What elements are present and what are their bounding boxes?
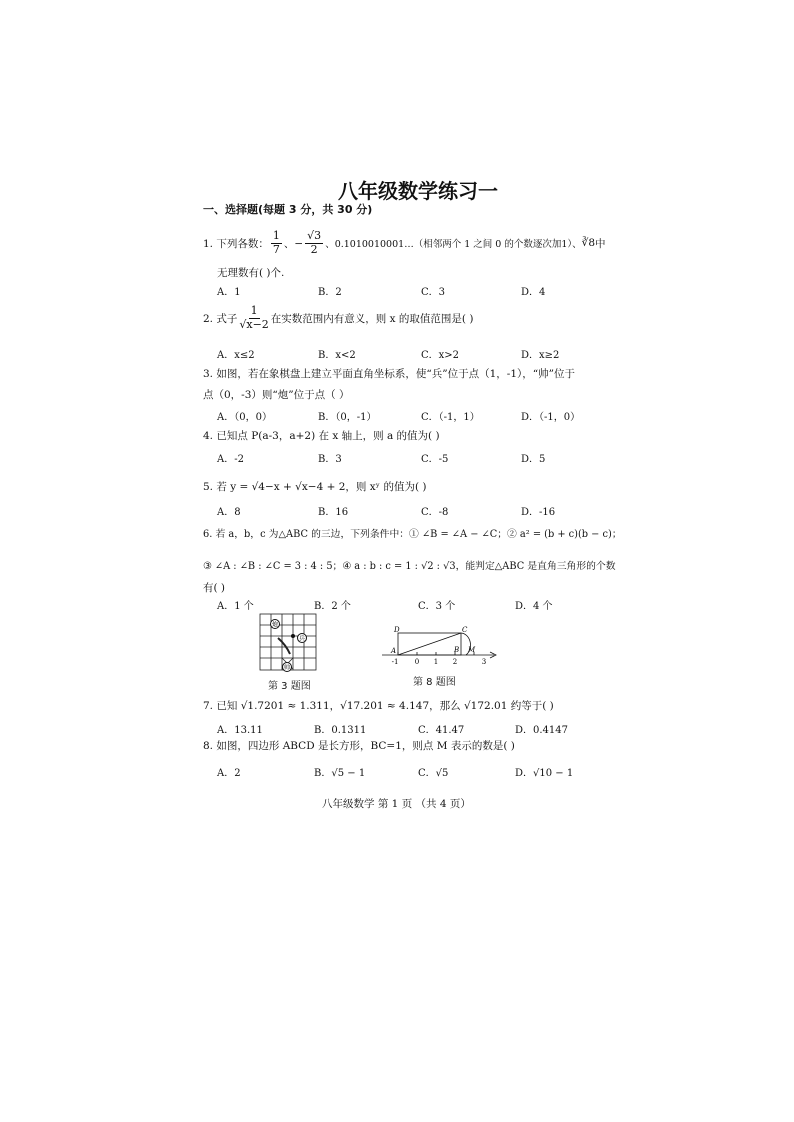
q2-option-b: B．x<2 <box>318 350 356 361</box>
q5-line1: 5. 若 y = √4−x + √x−4 + 2，则 xʸ 的值为( ) <box>203 481 427 493</box>
q3-line1: 3. 如图，若在象棋盘上建立平面直角坐标系，使“兵”位于点（1，-1），“帅”位于 <box>203 368 575 380</box>
q2-option-c: C．x>2 <box>421 350 460 361</box>
q6-line2: ③ ∠A : ∠B : ∠C = 3 : 4 : 5；④ a : b : c = 1 : √2 : √3，能判定△ABC 是直角三角形的个数 <box>203 561 616 572</box>
figure-3-chessboard <box>258 612 318 674</box>
bing-piece-label: 兵 <box>298 635 306 643</box>
label-B: B <box>454 646 460 654</box>
q4-option-c: C．-5 <box>421 454 449 465</box>
q6-option-d: D．4 个 <box>515 601 553 612</box>
q5-option-c: C．-8 <box>421 507 449 518</box>
section-heading: 一、选择题(每题 3 分，共 30 分) <box>203 203 373 216</box>
q8-option-b: B．√5 − 1 <box>314 768 366 779</box>
q3-option-d: D．（-1，0） <box>521 412 581 423</box>
q1-fraction-2 <box>305 230 323 256</box>
tick-neg1: -1 <box>391 658 399 666</box>
q4-line1: 4. 已知点 P(a-3，a+2) 在 x 轴上，则 a 的值为( ) <box>203 430 440 442</box>
label-A: A <box>391 647 397 655</box>
q6-option-b: B．2 个 <box>314 601 351 612</box>
q4-option-d: D．5 <box>521 454 546 465</box>
pao-piece-label: 炮 <box>271 621 279 629</box>
q3-option-b: B．（0，-1） <box>318 412 377 423</box>
q2-fraction <box>239 305 268 331</box>
q3-option-a: A．（0，0） <box>217 412 272 423</box>
q1-sep: 、− <box>283 237 304 250</box>
q7-option-a: A．13.11 <box>217 725 263 736</box>
q4-option-b: B．3 <box>318 454 342 465</box>
figure-3-caption: 第 3 题图 <box>268 681 311 692</box>
q1-frac1-den: 7 <box>272 242 280 256</box>
q3-line2: 点（0，-3）则“炮”位于点（ ） <box>203 389 350 401</box>
label-D: D <box>394 626 400 634</box>
label-C: C <box>462 626 468 634</box>
q1-mid: 、0.1010010001…（相邻两个 1 之间 0 的个数逐次加1）、 <box>325 239 582 251</box>
q6-line1: 6. 若 a，b，c 为△ABC 的三边，下列条件中：① ∠B = ∠A − ∠C；② a² = (b + c)(b − c)； <box>203 529 622 540</box>
q1-option-b: B．2 <box>318 287 342 298</box>
tick-1: 1 <box>433 658 439 666</box>
q2-prefix: 2. 式子 <box>203 312 238 325</box>
q6-option-c: C．3 个 <box>418 601 456 612</box>
shuai-piece-label: 帅 <box>283 664 291 672</box>
q7-option-b: B．0.1311 <box>314 725 367 736</box>
q1-option-c: C．3 <box>421 287 446 298</box>
page-footer: 八年级数学 第 1 页 （共 4 页） <box>322 798 471 810</box>
label-M: M <box>468 646 476 654</box>
q2-option-d: D．x≥2 <box>521 350 560 361</box>
q4-option-a: A．-2 <box>217 454 244 465</box>
q8-option-d: D．√10 − 1 <box>515 768 574 779</box>
q2-frac-den: √x−2 <box>239 317 269 331</box>
question-1 <box>203 230 606 256</box>
tick-3: 3 <box>481 658 487 666</box>
figure-8-diagram <box>380 622 500 668</box>
q1-cbrt: ∛8 <box>581 237 596 250</box>
q1-option-d: D．4 <box>521 287 546 298</box>
page-title: 八年级数学练习一 <box>338 179 498 203</box>
q1-prefix: 1. 下列各数： <box>203 237 269 250</box>
q2-suffix: 在实数范围内有意义，则 x 的取值范围是( ) <box>270 312 474 325</box>
q1-fraction-1 <box>271 230 282 256</box>
q3-option-c: C．（-1，1） <box>421 412 480 423</box>
q1-option-a: A．1 <box>217 287 241 298</box>
q1-frac1-num: 1 <box>272 229 280 242</box>
q2-option-a: A．x≤2 <box>217 350 255 361</box>
q5-option-a: A．8 <box>217 507 241 518</box>
q7-option-d: D．0.4147 <box>515 725 569 736</box>
q2-frac-num: 1 <box>250 304 258 317</box>
q7-line1: 7. 已知 √1.7201 ≈ 1.311，√17.201 ≈ 4.147，那么 √172.01 约等于( ) <box>203 700 554 712</box>
q1-line2: 无理数有( )个. <box>217 267 285 279</box>
q1-frac2-den: 2 <box>310 242 318 256</box>
q1-suffix: 中 <box>595 237 606 250</box>
tick-0: 0 <box>414 658 420 666</box>
q8-option-c: C．√5 <box>418 768 449 779</box>
q1-frac2-num: √3 <box>307 229 322 242</box>
figure-8-caption: 第 8 题图 <box>413 677 456 688</box>
q6-line3: 有( ) <box>203 582 226 594</box>
q8-line1: 8. 如图，四边形 ABCD 是长方形，BC=1，则点 M 表示的数是( ) <box>203 740 515 752</box>
question-2 <box>203 305 473 331</box>
q5-option-d: D．-16 <box>521 507 556 518</box>
q8-option-a: A．2 <box>217 768 241 779</box>
tick-2: 2 <box>452 658 458 666</box>
q5-option-b: B．16 <box>318 507 349 518</box>
q7-option-c: C．41.47 <box>418 725 465 736</box>
q6-option-a: A．1 个 <box>217 601 254 612</box>
